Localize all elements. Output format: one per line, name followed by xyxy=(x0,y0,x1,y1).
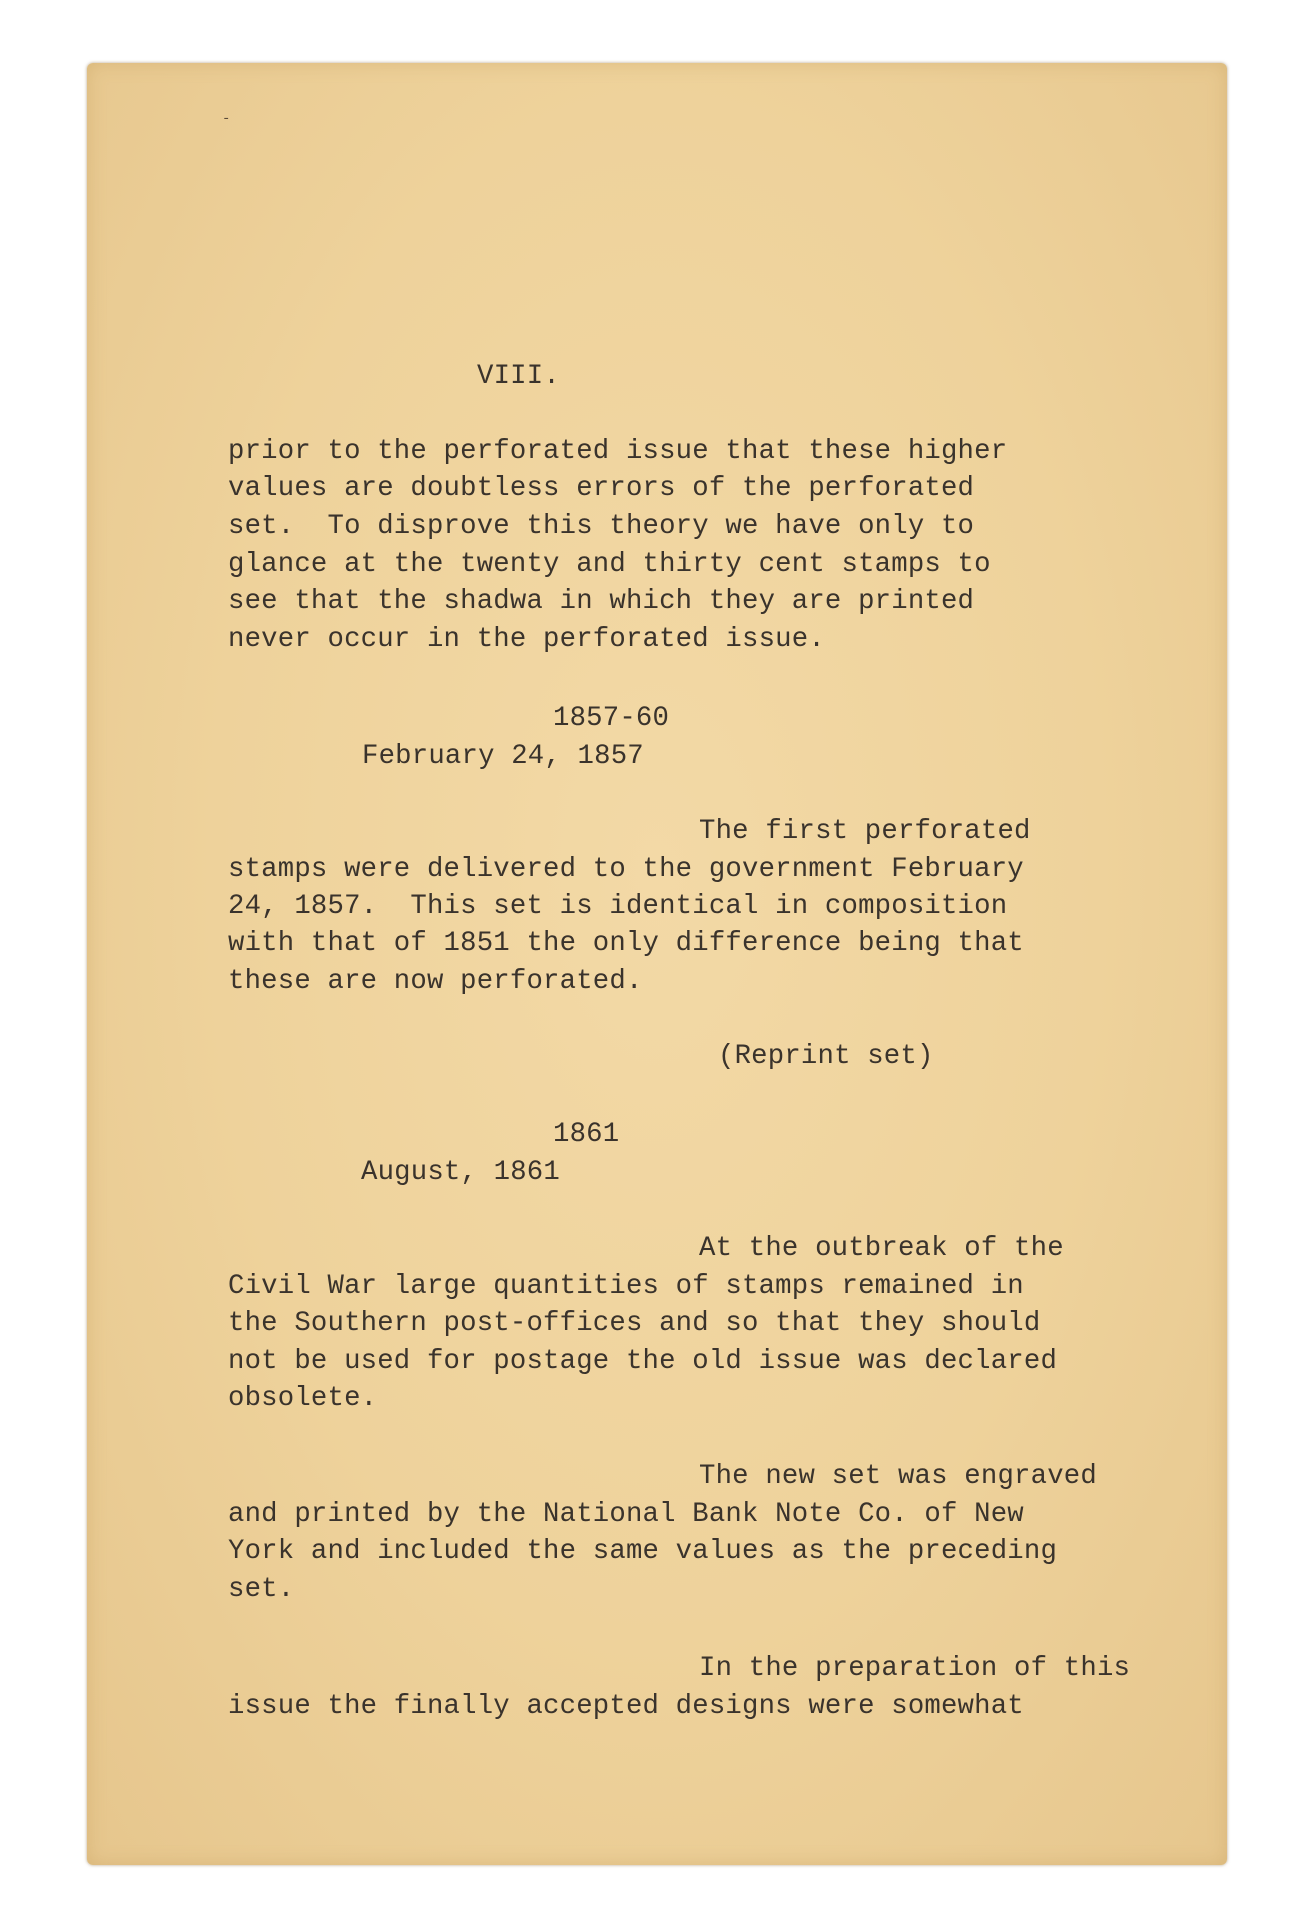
text-line: Civil War large quantities of stamps remained in xyxy=(228,1271,1024,1302)
text-line: glance at the twenty and thirty cent stamps to xyxy=(228,549,991,580)
text-line: The new set was engraved xyxy=(699,1461,1097,1492)
reprint-note: (Reprint set) xyxy=(718,1041,934,1072)
text-line: set. To disprove this theory we have only to xyxy=(228,511,975,542)
text-line: In the preparation of this xyxy=(699,1653,1131,1684)
text-line: these are now perforated. xyxy=(228,966,643,997)
page-label: VIII. xyxy=(477,361,560,392)
text-line: not be used for postage the old issue was declared xyxy=(228,1346,1058,1377)
section-date: February 24, 1857 xyxy=(362,741,644,772)
text-line: 24, 1857. This set is identical in composition xyxy=(228,891,1008,922)
document-page xyxy=(87,63,1227,1865)
text-line: and printed by the National Bank Note Co. of New xyxy=(228,1499,1024,1530)
text-line: issue the finally accepted designs were somewhat xyxy=(228,1691,1024,1722)
text-line: York and included the same values as the preceding xyxy=(228,1536,1058,1567)
text-line: the Southern post-offices and so that they should xyxy=(228,1308,1041,1339)
text-line: At the outbreak of the xyxy=(699,1233,1064,1264)
section-year: 1857-60 xyxy=(553,703,670,734)
text-line: with that of 1851 the only difference being that xyxy=(228,928,1024,959)
text-line: stamps were delivered to the government February xyxy=(228,854,1024,885)
section-year: 1861 xyxy=(553,1119,620,1150)
text-line: never occur in the perforated issue. xyxy=(228,624,825,655)
text-line: prior to the perforated issue that these higher xyxy=(228,436,1008,467)
text-line: obsolete. xyxy=(228,1383,378,1414)
text-line: values are doubtless errors of the perforated xyxy=(228,473,975,504)
section-date: August, 1861 xyxy=(361,1157,560,1188)
text-line: The first perforated xyxy=(699,816,1031,847)
text-line: see that the shadwa in which they are printed xyxy=(228,586,975,617)
text-line: set. xyxy=(228,1574,295,1605)
stray-mark: - xyxy=(222,111,231,127)
